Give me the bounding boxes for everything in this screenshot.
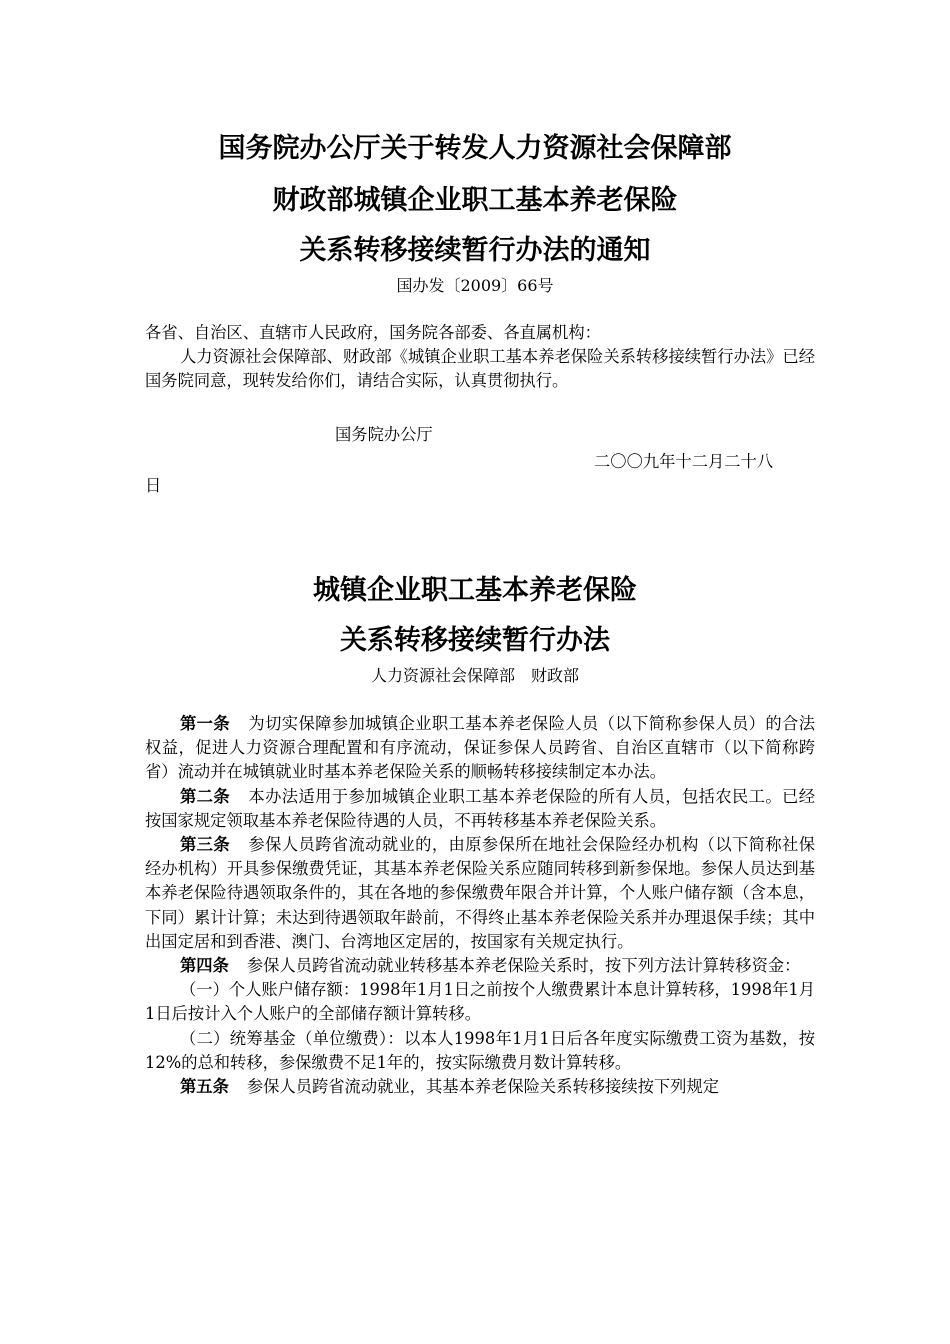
measures-title-line-1: 城镇企业职工基本养老保险 xyxy=(313,575,637,606)
article-text: 参保人员跨省流动就业转移基本养老保险关系时，按下列方法计算转移资金： xyxy=(246,956,801,976)
date-line-2: 日 xyxy=(145,476,162,495)
article-label: 第二条 xyxy=(180,786,231,806)
article-label: 第一条 xyxy=(180,714,231,733)
article-4 xyxy=(145,954,815,978)
article-label: 第五条 xyxy=(180,1077,229,1097)
article-4-item-1: （一）个人账户储存额：1998年1月1日之前按个人缴费累计本息计算转移，1998年1月1日后按计入个人账户的全部储存额计算转移。 xyxy=(145,980,815,1024)
notice-title-line-3: 关系转移接续暂行办法的通知 xyxy=(299,235,651,266)
article-text: 本办法适用于参加城镇企业职工基本养老保险的所有人员，包括农民工。已经按国家规定领取基本养老保险待遇的人员，不再转移基本养老保险关系。 xyxy=(145,786,815,830)
issuer: 国务院办公厅 xyxy=(335,425,433,444)
measures-title-line-2: 关系转移接续暂行办法 xyxy=(340,625,610,656)
article-5 xyxy=(145,1075,815,1099)
date-line-1: 二〇〇九年十二月二十八 xyxy=(594,452,774,471)
article-text: 为切实保障参加城镇企业职工基本养老保险人员（以下简称参保人员）的合法权益，促进人力资源合理配置和有序流动，保证参保人员跨省、自治区直辖市（以下简称跨省）流动并在城镇就业时基本养老保险关系的顺畅转移接续制定本办法。 xyxy=(145,714,815,782)
article-label: 第三条 xyxy=(180,835,231,855)
notice-title-line-2: 财政部城镇企业职工基本养老保险 xyxy=(272,185,678,216)
measures-authors: 人力资源社会保障部 财政部 xyxy=(370,666,579,685)
article-2 xyxy=(145,785,815,833)
article-4-item-2: （二）统筹基金（单位缴费）：以本人1998年1月1日后各年度实际缴费工资为基数，按12%的总和转移，参保缴费不足1年的，按实际缴费月数计算转移。 xyxy=(145,1028,815,1072)
notice-title-line-1: 国务院办公厅关于转发人力资源社会保障部 xyxy=(218,133,732,164)
salutation: 各省、自治区、直辖市人民政府，国务院各部委、各直属机构： xyxy=(145,323,601,342)
notice-paragraph: 人力资源社会保障部、财政部《城镇企业职工基本养老保险关系转移接续暂行办法》已经国务院同意，现转发给你们，请结合实际，认真贯彻执行。 xyxy=(145,347,815,391)
article-label: 第四条 xyxy=(180,956,229,976)
doc-number: 国办发〔2009〕66号 xyxy=(396,276,554,295)
notice-body xyxy=(145,321,815,394)
article-text: 参保人员跨省流动就业，其基本养老保险关系转移接续按下列规定 xyxy=(246,1077,720,1097)
article-text: 参保人员跨省流动就业的，由原参保所在地社会保险经办机构（以下简称社保经办机构）开具参保缴费凭证，其基本养老保险关系应随同转移到新参保地。参保人员达到基本养老保险待遇领取条件的，其在各地的参保缴费年限合并计算，个人账户储存额（含本息，下同）累计计算；未达到待遇领取年龄前，不得终止基本养老保险关系并办理退保手续；其中出国定居和到香港、澳门、台湾地区定居的，按国家有关规定执行。 xyxy=(145,835,815,951)
measures-body xyxy=(145,712,815,1099)
article-3 xyxy=(145,833,815,954)
article-1 xyxy=(145,712,815,785)
